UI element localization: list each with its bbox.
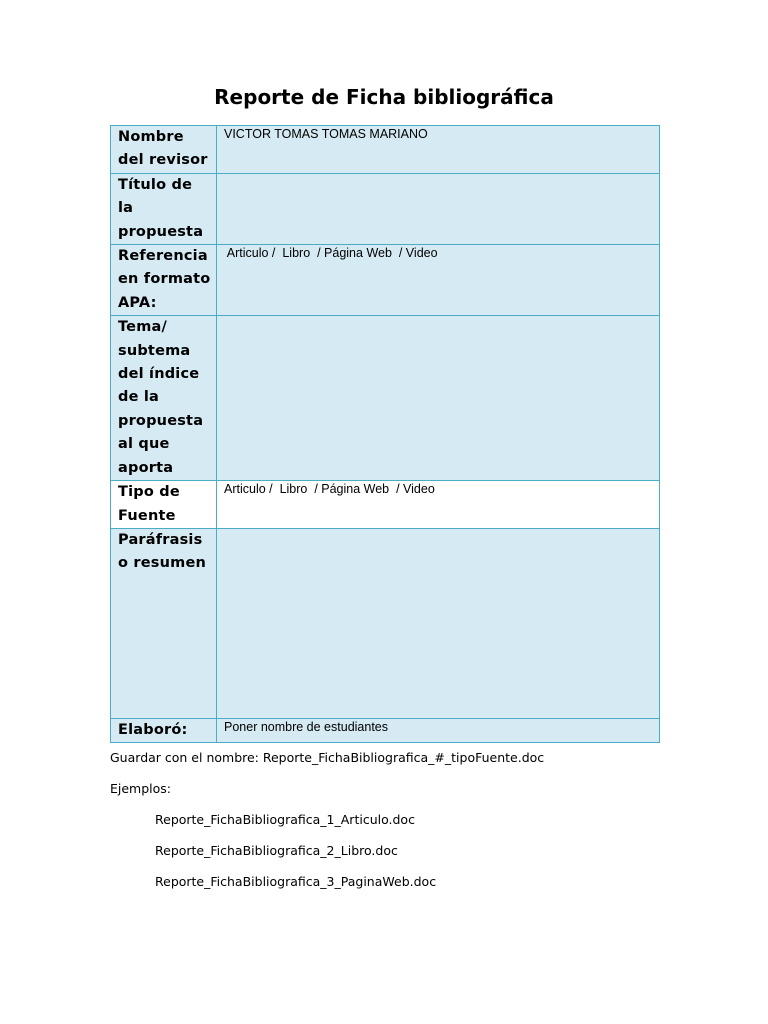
table-row-parafrasis	[111, 529, 660, 719]
row-label-cell	[111, 126, 217, 174]
proposal-title-label: Título de la propuesta	[118, 176, 204, 240]
table-row-revisor	[111, 126, 660, 174]
row-label-cell	[111, 529, 217, 719]
author-value: Poner nombre de estudiantes	[224, 720, 388, 735]
example-filename: Reporte_FichaBibliografica_2_Libro.doc	[155, 843, 398, 858]
row-value-cell[interactable]	[217, 245, 660, 316]
table-row-referencia	[111, 245, 660, 316]
topic-label: Tema/ subtema del índice de la propuesta al que aporta	[118, 319, 204, 476]
table-row-tema	[111, 316, 660, 481]
row-label-cell	[111, 245, 217, 316]
table-row-tipo-fuente	[111, 481, 660, 529]
row-label-cell	[111, 173, 217, 244]
reviewer-name-value: VICTOR TOMAS TOMAS MARIANO	[224, 127, 428, 141]
row-value-cell[interactable]	[217, 126, 660, 174]
row-label-cell	[111, 481, 217, 529]
apa-reference-value: Articulo / Libro / Página Web / Video	[224, 246, 438, 261]
source-type-value: Articulo / Libro / Página Web / Video	[224, 482, 435, 497]
save-instruction: Guardar con el nombre: Reporte_FichaBibliografica_#_tipoFuente.doc	[110, 750, 545, 765]
row-label-cell	[111, 316, 217, 481]
row-value-cell[interactable]	[217, 719, 660, 743]
row-value-cell[interactable]	[217, 173, 660, 244]
paraphrase-label: Paráfrasis o resumen	[118, 532, 207, 572]
examples-label: Ejemplos:	[110, 781, 172, 796]
example-filename: Reporte_FichaBibliografica_3_PaginaWeb.doc	[155, 874, 437, 889]
example-filename: Reporte_FichaBibliografica_1_Articulo.doc	[155, 812, 415, 827]
apa-reference-label: Referencia en formato APA:	[118, 248, 211, 311]
ficha-table	[110, 125, 660, 743]
page-title: Reporte de Ficha bibliográfica	[214, 85, 554, 109]
source-type-label: Tipo de Fuente	[118, 484, 180, 524]
row-label-cell	[111, 719, 217, 743]
reviewer-name-label: Nombre del revisor	[118, 129, 208, 169]
table-row-titulo	[111, 173, 660, 244]
row-value-cell[interactable]	[217, 316, 660, 481]
row-value-cell[interactable]	[217, 529, 660, 719]
row-value-cell[interactable]	[217, 481, 660, 529]
table-row-elaboro	[111, 719, 660, 743]
author-label: Elaboró:	[118, 722, 188, 739]
